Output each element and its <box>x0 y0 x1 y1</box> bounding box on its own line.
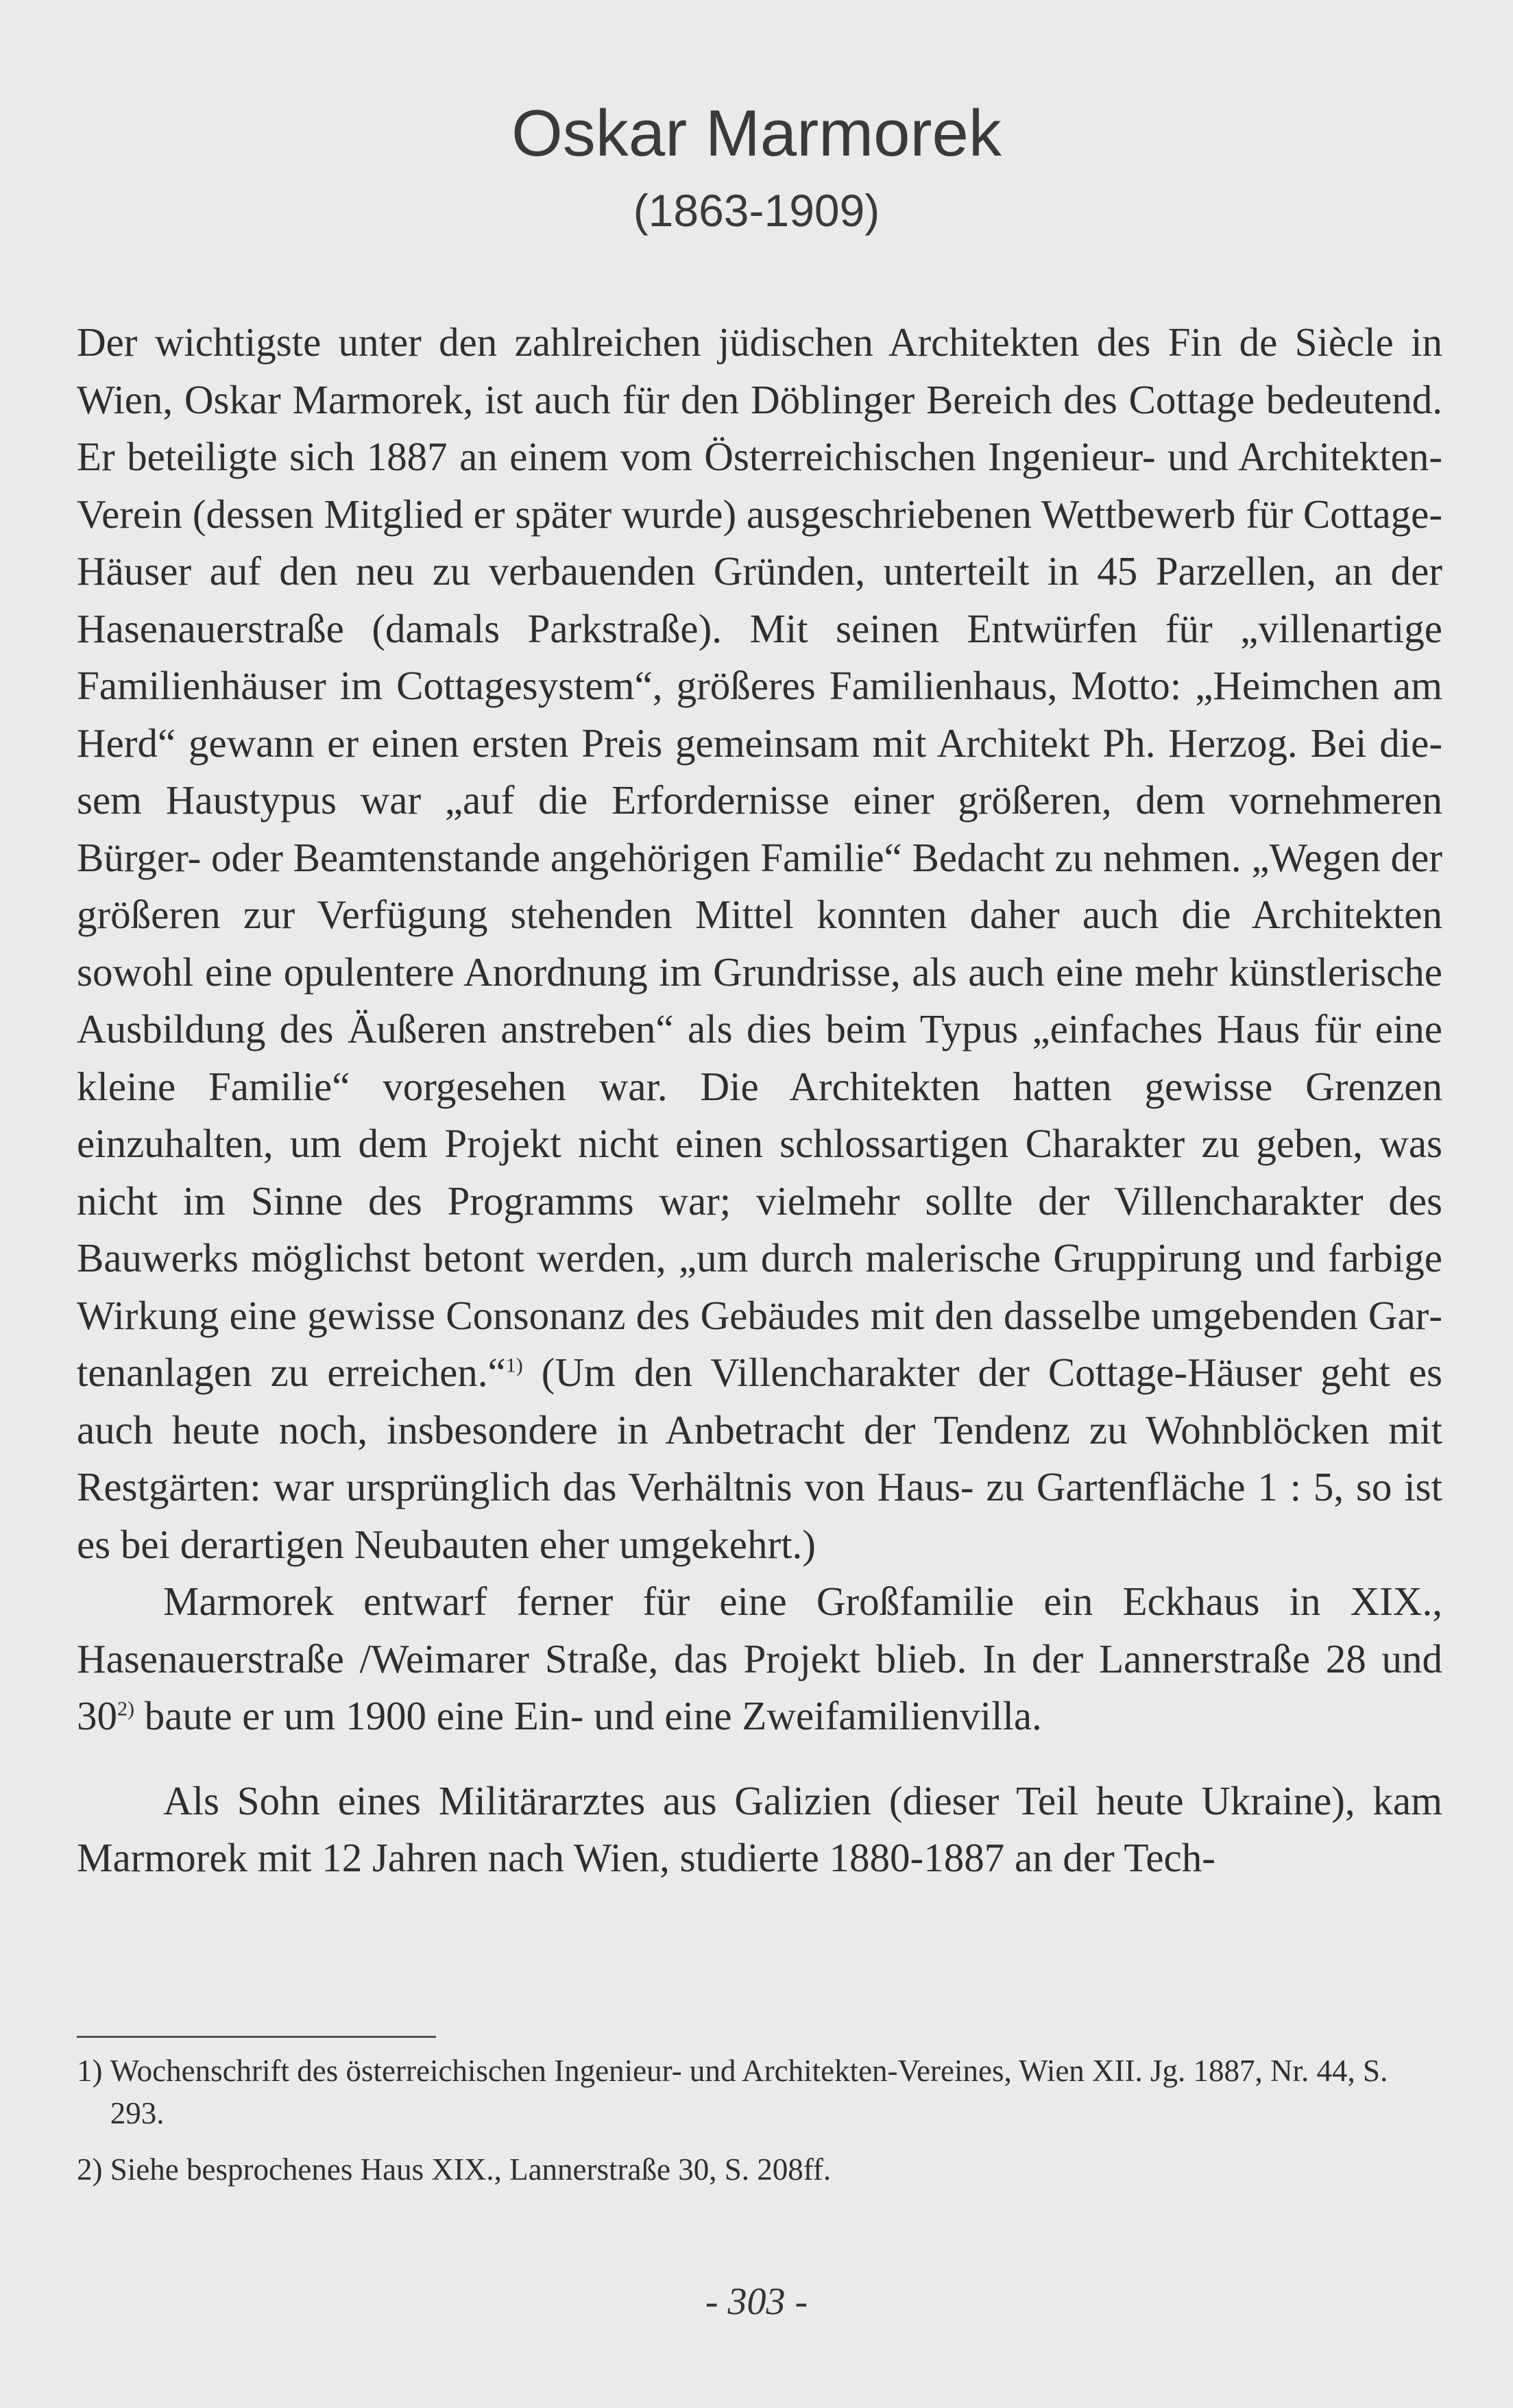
footnote-2-text: Siehe besprochenes Haus XIX., Lannerstraße 30, S. 208ff. <box>110 2152 832 2187</box>
footnote-2 <box>77 2148 1442 2191</box>
page-subtitle-years: (1863-1909) <box>633 185 880 236</box>
footnote-ref-1: 1) <box>505 1354 523 1377</box>
paragraph-2 <box>77 1573 1442 1745</box>
footnote-1-text: Wochenschrift des österreichischen Ingenieur- und Architekten-Vereines, Wien XII. Jg. 1887, Nr. 44, S. 293. <box>110 2054 1388 2130</box>
paragraph-2-tail: baute er um 1900 eine Ein- und eine Zweifamilienvilla. <box>134 1693 1042 1738</box>
footnotes <box>77 2050 1442 2204</box>
footnote-divider <box>77 2036 436 2038</box>
paragraph-2-text: Marmorek entwarf ferner für eine Großfamilie ein Eckhaus in XIX., Hasenauerstraße /Weimarer Straße, das Projekt blieb. In der Lannerstraße 28 und 30 <box>77 1579 1442 1738</box>
paragraph-1-text: Der wichtigste unter den zahlreichen jüdischen Architekten des Fin de Siècle in Wien, Oskar Marmorek, ist auch für den Döblinger Bereich des Cottage bedeutend. Er beteiligte sich 1887 an einem vom Österreichischen Ingenieur- und Architekten-Verein (dessen Mitglied er später wurde) ausgeschriebenen Wettbewerb für Cottage-Häuser auf den neu zu verbauenden Gründen, unterteilt in 45 Parzellen, an der Hasenauerstraße (damals Parkstraße). Mit seinen Entwürfen für „villenartige Familienhäuser im Cottagesystem“, größeres Familienhaus, Motto: „Heimchen am Herd“ gewann er einen ersten Preis gemeinsam mit Architekt Ph. Herzog. Bei diesem Haustypus war „auf die Erfordernisse einer größeren, dem vornehmeren Bürger- oder Beamtenstande angehörigen Familie“ Bedacht zu nehmen. „Wegen der größeren zur Verfügung stehenden Mittel konnten daher auch die Architekten sowohl eine opulentere Anordnung im Grundrisse, als auch eine mehr künstlerische Ausbildung des Äußeren anstreben“ als dies beim Typus „einfaches Haus für eine kleine Familie“ vorgesehen war. Die Architekten hatten gewisse Grenzen einzuhalten, um dem Projekt nicht einen schlossartigen Charakter zu geben, was nicht im Sinne des Programms war; vielmehr sollte der Villencharakter des Bauwerks möglichst betont werden, „um durch malerische Gruppirung und farbige Wirkung eine gewisse Consonanz des Gebäudes mit den dasselbe umgebenden Gartenanlagen zu erreichen.“ <box>77 319 1442 1395</box>
paragraph-1 <box>77 314 1442 1573</box>
paragraph-3: Als Sohn eines Militärarztes aus Galizien (dieser Teil heute Ukraine), kam Marmorek mit 12 Jahren nach Wien, studierte 1880-1887 an der Tech- <box>77 1777 1442 1880</box>
footnote-ref-2: 2) <box>117 1697 134 1720</box>
footnote-2-number: 2) <box>77 2152 110 2187</box>
page-number: - 303 - <box>705 2281 808 2323</box>
footnote-1 <box>77 2050 1442 2135</box>
body-text <box>77 314 1442 1887</box>
paragraph-1-tail: (Um den Villencharakter der Cottage-Häuser geht es auch heute noch, insbesondere in Anbetracht der Tendenz zu Wohnblöcken mit Restgärten: war ursprünglich das Verhältnis von Haus- zu Gartenfläche 1 : 5, so ist es bei derartigen Neubauten eher umgekehrt.) <box>77 1350 1442 1567</box>
page-title: Oskar Marmorek <box>511 97 1002 170</box>
footnote-1-number: 1) <box>77 2054 110 2088</box>
